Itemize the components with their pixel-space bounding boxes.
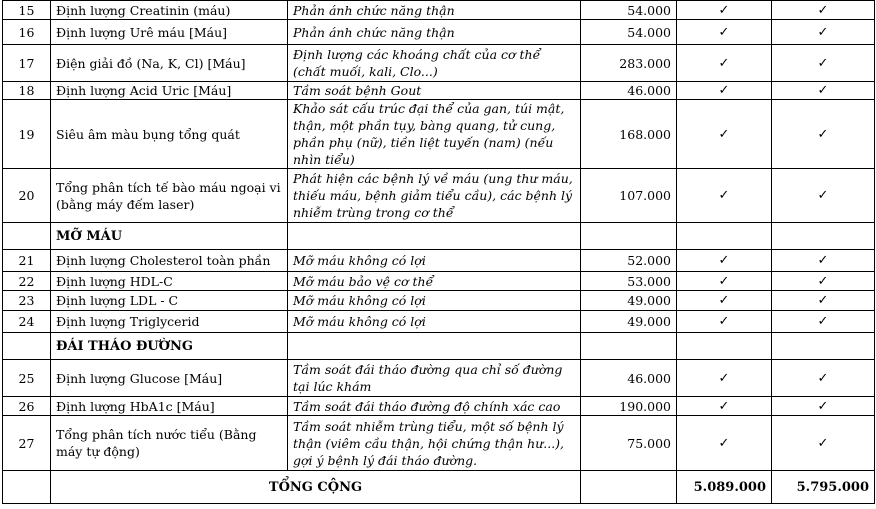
row-number: 23 — [3, 291, 51, 311]
checkmark-icon: ✓ — [677, 20, 772, 45]
test-description: Tầm soát bệnh Gout — [288, 82, 581, 100]
section-empty-check-cell — [677, 223, 772, 250]
row-number: 17 — [3, 45, 51, 82]
test-description: Phản ánh chức năng thận — [288, 20, 581, 45]
test-name: Siêu âm màu bụng tổng quát — [51, 100, 288, 169]
test-name: Định lượng Creatinin (máu) — [51, 1, 288, 20]
test-description: Tầm soát nhiễm trùng tiểu, một số bệnh lý thận (viêm cầu thận, hội chứng thận hư...), gợi ý bệnh lý đái tháo đường. — [288, 416, 581, 471]
section-empty-no-cell — [3, 333, 51, 360]
checkmark-icon: ✓ — [772, 45, 875, 82]
row-number: 25 — [3, 360, 51, 397]
checkmark-icon: ✓ — [772, 250, 875, 272]
test-name: Định lượng HbA1c [Máu] — [51, 397, 288, 416]
row-number: 21 — [3, 250, 51, 272]
test-name: Tổng phân tích nước tiểu (Bằng máy tự động) — [51, 416, 288, 471]
table-row — [3, 250, 875, 272]
table-row — [3, 397, 875, 416]
checkmark-icon: ✓ — [772, 100, 875, 169]
test-name: Định lượng HDL-C — [51, 272, 288, 291]
test-description: Khảo sát cấu trúc đại thể của gan, túi mật, thận, một phần tụy, bàng quang, tử cung, phần phụ (nữ), tiền liệt tuyến (nam) (nếu nhìn tiểu) — [288, 100, 581, 169]
test-price: 54.000 — [581, 1, 677, 20]
table-row — [3, 100, 875, 169]
total-value-package-2: 5.795.000 — [772, 471, 875, 504]
table-row — [3, 45, 875, 82]
test-price: 54.000 — [581, 20, 677, 45]
total-value-package-1: 5.089.000 — [677, 471, 772, 504]
checkmark-icon: ✓ — [772, 272, 875, 291]
section-header-row — [3, 223, 875, 250]
test-price: 75.000 — [581, 416, 677, 471]
test-price: 168.000 — [581, 100, 677, 169]
checkmark-icon: ✓ — [677, 169, 772, 223]
checkmark-icon: ✓ — [772, 169, 875, 223]
checkmark-icon: ✓ — [772, 397, 875, 416]
row-number: 15 — [3, 1, 51, 20]
table-row — [3, 291, 875, 311]
row-number: 26 — [3, 397, 51, 416]
table-row — [3, 20, 875, 45]
table-row — [3, 311, 875, 333]
section-empty-price-cell — [581, 333, 677, 360]
test-description: Định lượng các khoáng chất của cơ thể (chất muối, kali, Clo...) — [288, 45, 581, 82]
total-empty-no-cell — [3, 471, 51, 504]
test-name: Định lượng Urê máu [Máu] — [51, 20, 288, 45]
section-empty-price-cell — [581, 223, 677, 250]
checkmark-icon: ✓ — [772, 360, 875, 397]
checkmark-icon: ✓ — [677, 360, 772, 397]
row-number: 18 — [3, 82, 51, 100]
test-description: Mỡ máu không có lợi — [288, 250, 581, 272]
checkmark-icon: ✓ — [677, 1, 772, 20]
checkmark-icon: ✓ — [677, 45, 772, 82]
checkmark-icon: ✓ — [772, 20, 875, 45]
total-label: TỔNG CỘNG — [51, 471, 581, 504]
test-description: Tầm soát đái tháo đường độ chính xác cao — [288, 397, 581, 416]
exam-price-table — [2, 0, 875, 504]
section-empty-check-cell — [677, 333, 772, 360]
row-number: 22 — [3, 272, 51, 291]
test-description: Mỡ máu không có lợi — [288, 311, 581, 333]
test-description: Tầm soát đái tháo đường qua chỉ số đường tại lúc khám — [288, 360, 581, 397]
checkmark-icon: ✓ — [677, 397, 772, 416]
test-name: Tổng phân tích tế bào máu ngoại vi (bằng máy đếm laser) — [51, 169, 288, 223]
checkmark-icon: ✓ — [772, 416, 875, 471]
test-price: 53.000 — [581, 272, 677, 291]
section-empty-check-cell — [772, 223, 875, 250]
test-description: Phát hiện các bệnh lý về máu (ung thư máu, thiếu máu, bệnh giảm tiểu cầu), các bệnh lý nhiễm trùng trong cơ thể — [288, 169, 581, 223]
checkmark-icon: ✓ — [772, 82, 875, 100]
row-number: 20 — [3, 169, 51, 223]
test-price: 107.000 — [581, 169, 677, 223]
test-price: 190.000 — [581, 397, 677, 416]
total-row — [3, 471, 875, 504]
table-row — [3, 1, 875, 20]
test-description: Mỡ máu bảo vệ cơ thể — [288, 272, 581, 291]
test-price: 46.000 — [581, 360, 677, 397]
test-name: Định lượng Glucose [Máu] — [51, 360, 288, 397]
table-row — [3, 360, 875, 397]
test-name: Điện giải đồ (Na, K, Cl) [Máu] — [51, 45, 288, 82]
table-row — [3, 169, 875, 223]
test-name: Định lượng Cholesterol toàn phần — [51, 250, 288, 272]
checkmark-icon: ✓ — [677, 416, 772, 471]
checkmark-icon: ✓ — [677, 100, 772, 169]
section-empty-desc-cell — [288, 223, 581, 250]
row-number: 27 — [3, 416, 51, 471]
total-empty-price-cell — [581, 471, 677, 504]
checkmark-icon: ✓ — [677, 250, 772, 272]
checkmark-icon: ✓ — [677, 291, 772, 311]
row-number: 16 — [3, 20, 51, 45]
test-price: 46.000 — [581, 82, 677, 100]
checkmark-icon: ✓ — [677, 82, 772, 100]
section-empty-check-cell — [772, 333, 875, 360]
section-title: MỠ MÁU — [51, 223, 288, 250]
test-price: 52.000 — [581, 250, 677, 272]
checkmark-icon: ✓ — [772, 311, 875, 333]
row-number: 19 — [3, 100, 51, 169]
section-empty-no-cell — [3, 223, 51, 250]
checkmark-icon: ✓ — [772, 1, 875, 20]
row-number: 24 — [3, 311, 51, 333]
table-row — [3, 82, 875, 100]
test-price: 49.000 — [581, 291, 677, 311]
test-description: Phản ánh chức năng thận — [288, 1, 581, 20]
test-price: 283.000 — [581, 45, 677, 82]
checkmark-icon: ✓ — [772, 291, 875, 311]
test-name: Định lượng Triglycerid — [51, 311, 288, 333]
test-description: Mỡ máu không có lợi — [288, 291, 581, 311]
table-row — [3, 272, 875, 291]
checkmark-icon: ✓ — [677, 311, 772, 333]
section-header-row — [3, 333, 875, 360]
section-empty-desc-cell — [288, 333, 581, 360]
table-row — [3, 416, 875, 471]
test-name: Định lượng Acid Uric [Máu] — [51, 82, 288, 100]
test-price: 49.000 — [581, 311, 677, 333]
checkmark-icon: ✓ — [677, 272, 772, 291]
test-name: Định lượng LDL - C — [51, 291, 288, 311]
section-title: ĐÁI THÁO ĐƯỜNG — [51, 333, 288, 360]
